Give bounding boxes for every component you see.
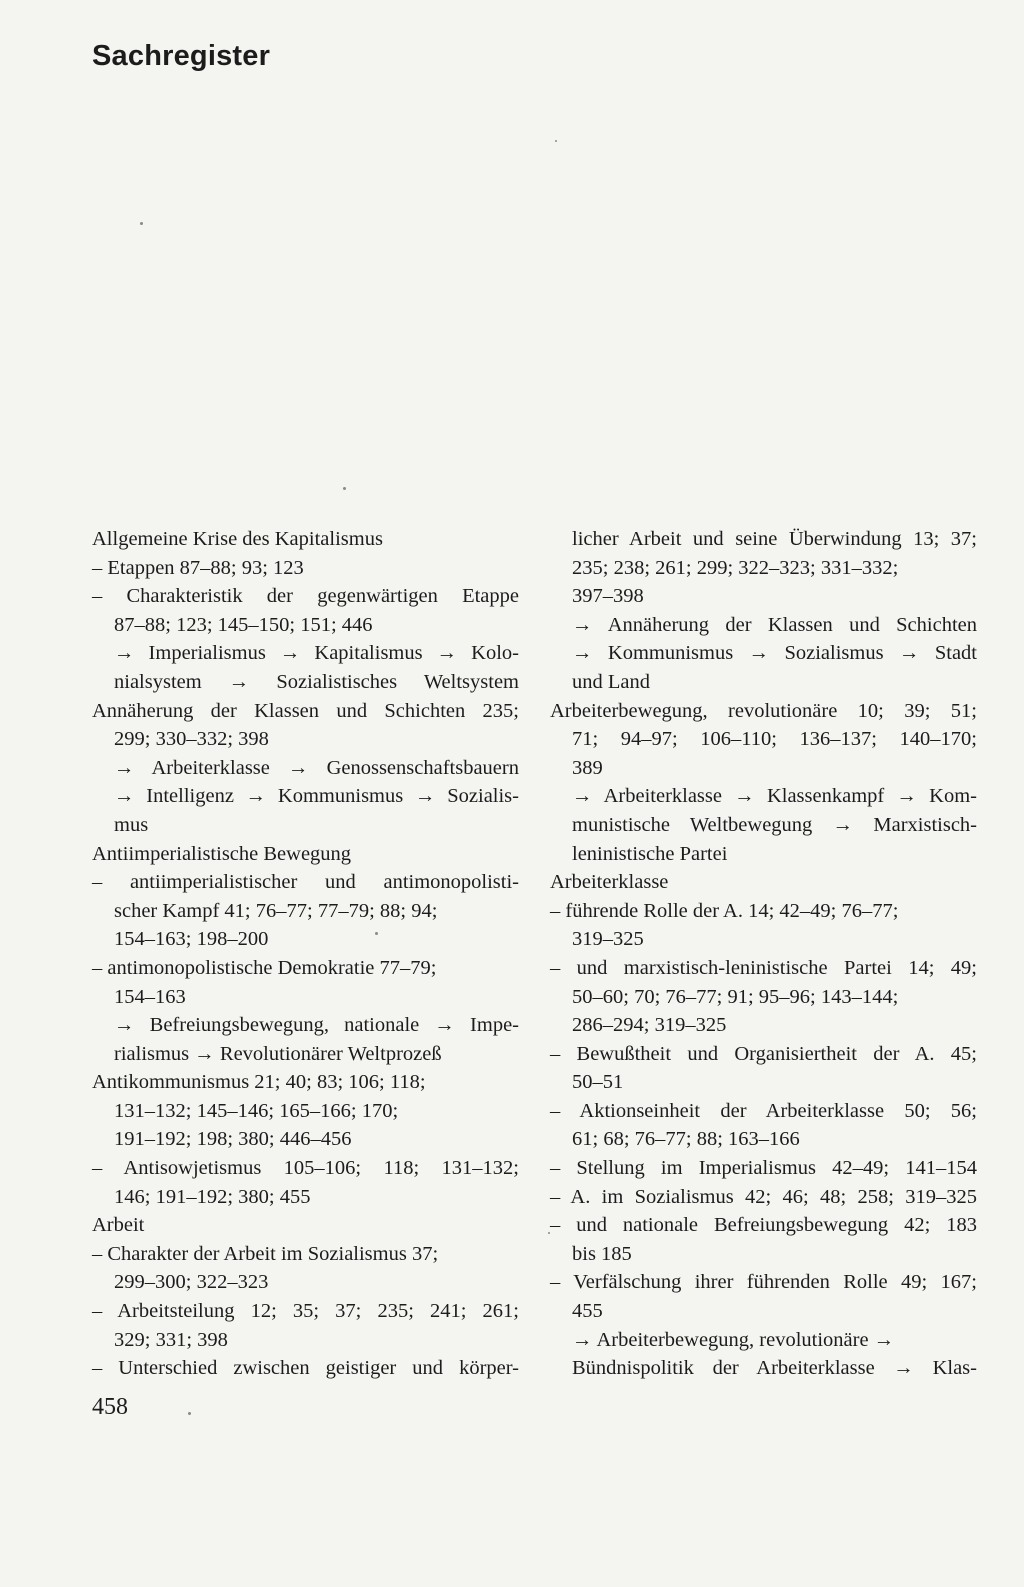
index-line: – A. im Sozialismus 42; 46; 48; 258; 319–325: [550, 1185, 977, 1208]
index-line: und Land: [572, 670, 650, 693]
index-line: 397–398: [572, 585, 644, 608]
index-line: 299–300; 322–323: [114, 1271, 269, 1294]
page-title: Sachregister: [92, 40, 271, 72]
index-line: 50–60; 70; 76–77; 91; 95–96; 143–144;: [572, 985, 899, 1008]
index-line: Annäherung der Klassen und Schichten 235;: [92, 699, 519, 722]
index-line: 50–51: [572, 1071, 624, 1094]
index-line: licher Arbeit und seine Überwindung 13; 37;: [572, 528, 977, 550]
index-column-left: [92, 525, 519, 1383]
index-line: → Intelligenz → Kommunismus → Sozialis-: [114, 785, 519, 808]
index-line: → Befreiungsbewegung, nationale → Impe-: [114, 1014, 519, 1037]
index-line: 286–294; 319–325: [572, 1014, 727, 1037]
index-line: 87–88; 123; 145–150; 151; 446: [114, 613, 373, 636]
index-line: scher Kampf 41; 76–77; 77–79; 88; 94;: [114, 899, 438, 922]
index-line: 71; 94–97; 106–110; 136–137; 140–170;: [572, 728, 977, 751]
index-line: – Charakteristik der gegenwärtigen Etappe: [92, 585, 519, 608]
index-line: Antiimperialistische Bewegung: [92, 842, 352, 865]
index-line: – Arbeitsteilung 12; 35; 37; 235; 241; 261;: [92, 1300, 519, 1323]
index-line: – Stellung im Imperialismus 42–49; 141–154: [550, 1157, 977, 1180]
scan-speck: [548, 1232, 550, 1234]
scan-speck: [375, 932, 378, 935]
index-line: Allgemeine Krise des Kapitalismus: [92, 528, 383, 550]
index-line: nialsystem → Sozialistisches Weltsystem: [114, 670, 519, 693]
index-line: → Arbeiterklasse → Klassenkampf → Kom-: [572, 785, 977, 808]
index-line: 61; 68; 76–77; 88; 163–166: [572, 1128, 800, 1151]
index-line: – antimonopolistische Demokratie 77–79;: [92, 956, 437, 979]
index-line: → Kommunismus → Sozialismus → Stadt: [572, 642, 977, 665]
index-line: – Bewußtheit und Organisiertheit der A. 45;: [550, 1042, 977, 1065]
index-line: 131–132; 145–146; 165–166; 170;: [114, 1099, 399, 1122]
index-line: 389: [572, 756, 603, 779]
index-line: – führende Rolle der A. 14; 42–49; 76–77;: [550, 899, 899, 922]
index-line: 329; 331; 398: [114, 1328, 228, 1351]
index-line: – Charakter der Arbeit im Sozialismus 37;: [92, 1242, 439, 1265]
index-line: → Imperialismus → Kapitalismus → Kolo-: [114, 642, 519, 665]
index-line: – Unterschied zwischen geistiger und körper-: [92, 1357, 519, 1380]
index-line: → Arbeiterklasse → Genossenschaftsbauern: [114, 756, 519, 779]
index-line: – und nationale Befreiungsbewegung 42; 183: [550, 1214, 977, 1237]
index-line: Arbeit: [92, 1214, 145, 1237]
index-line: Antikommunismus 21; 40; 83; 106; 118;: [92, 1071, 426, 1094]
scan-speck: [188, 1412, 191, 1415]
index-line: mus: [114, 813, 149, 836]
index-line: 154–163; 198–200: [114, 928, 269, 951]
index-column-right: [550, 525, 977, 1383]
index-line: 455: [572, 1300, 603, 1323]
scan-speck: [140, 222, 143, 225]
index-line: – Etappen 87–88; 93; 123: [92, 556, 304, 579]
page-number: 458: [92, 1394, 128, 1420]
scan-speck: [343, 487, 346, 490]
index-line: → Arbeiterbewegung, revolutionäre →: [572, 1328, 895, 1351]
index-line: 146; 191–192; 380; 455: [114, 1185, 311, 1208]
index-line: 154–163: [114, 985, 186, 1008]
index-line: bis 185: [572, 1242, 632, 1265]
index-line: munistische Weltbewegung → Marxistisch-: [572, 813, 977, 836]
index-line: – Antisowjetismus 105–106; 118; 131–132;: [92, 1157, 519, 1180]
index-line: → Annäherung der Klassen und Schichten: [572, 613, 977, 636]
index-line: Bündnispolitik der Arbeiterklasse → Klas-: [572, 1357, 977, 1380]
index-line: rialismus → Revolutionärer Weltprozeß: [114, 1042, 442, 1065]
scan-speck: [555, 140, 557, 142]
index-line: – und marxistisch-leninistische Partei 14; 49;: [550, 956, 977, 979]
index-line: Arbeiterklasse: [550, 871, 669, 894]
index-line: 319–325: [572, 928, 644, 951]
index-line: 299; 330–332; 398: [114, 728, 269, 751]
index-line: – Aktionseinheit der Arbeiterklasse 50; 56;: [550, 1099, 977, 1122]
index-line: – Verfälschung ihrer führenden Rolle 49; 167;: [550, 1271, 977, 1294]
index-line: Arbeiterbewegung, revolutionäre 10; 39; 51;: [550, 699, 977, 722]
index-line: – antiimperialistischer und antimonopolisti-: [92, 871, 519, 894]
index-line: 235; 238; 261; 299; 322–323; 331–332;: [572, 556, 899, 579]
index-line: leninistische Partei: [572, 842, 728, 865]
index-line: 191–192; 198; 380; 446–456: [114, 1128, 352, 1151]
